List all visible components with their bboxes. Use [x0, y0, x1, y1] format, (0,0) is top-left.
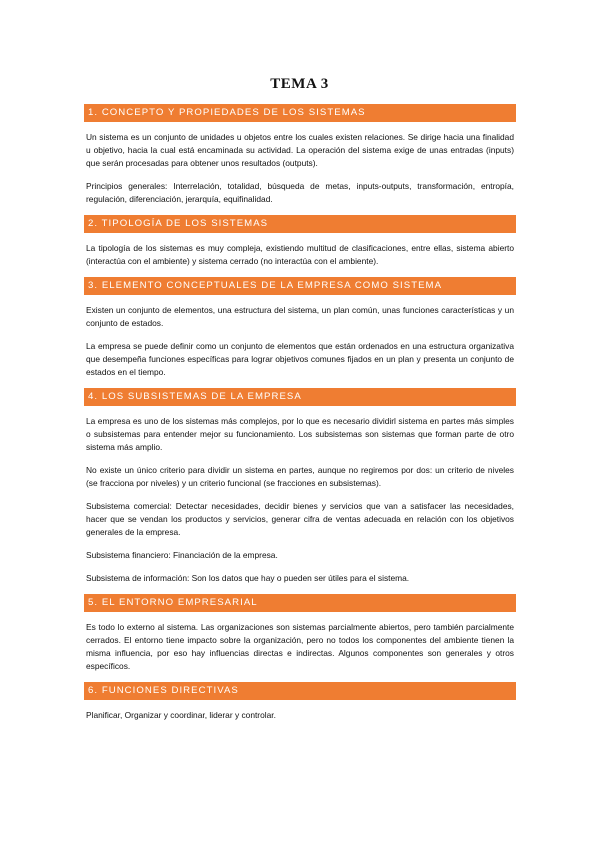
- paragraph-2-1: La tipología de los sistemas es muy compleja, existiendo multitud de clasificaciones, entre ellas, sistema abierto (interactúa con el ambiente) y sistema cerrado (no interactúa con el ambiente).: [86, 243, 514, 266]
- paragraph-4-3: Subsistema comercial: Detectar necesidades, decidir bienes y servicios que van a satisfacer las necesidades, hacer que se vendan los productos y servicios, generar cifra de ventas adecuada en relación con los objetivos generales de la empresa.: [86, 501, 514, 537]
- paragraph-1-1: Un sistema es un conjunto de unidades u objetos entre los cuales existen relaciones. Se dirige hacia una finalidad u objetivo, hacia la cual está encaminada su actividad. La operación del sistema exige de unas entradas (inputs) que serán procesadas para obtener unos resultados (outputs).: [86, 132, 514, 168]
- paragraph-6-1: Planificar, Organizar y coordinar, liderar y controlar.: [86, 710, 276, 720]
- section-header-2: 2. TIPOLOGÍA DE LOS SISTEMAS: [84, 215, 516, 233]
- paragraph-3-2: La empresa se puede definir como un conjunto de elementos que están ordenados en una estructura organizativa que desempeña funciones específicas para lograr objetivos comunes fijados en un plan y presenta un conjunto de estados en el tiempo.: [86, 341, 514, 377]
- paragraph-4-1: La empresa es uno de los sistemas más complejos, por lo que es necesario dividirl sistema en partes más simples o subsistemas para entender mejor su funcionamiento. Los subsistemas son sistemas que forman parte de otro sistema más amplio.: [86, 416, 514, 452]
- paragraph-4-4: Subsistema financiero: Financiación de la empresa.: [86, 550, 278, 560]
- paragraph-4-2: No existe un único criterio para dividir un sistema en partes, aunque no regiremos por dos: un criterio de niveles (se fracciona por niveles) y un criterio funcional (se fracciones en subsistemas).: [86, 465, 514, 488]
- section-header-5: 5. EL ENTORNO EMPRESARIAL: [84, 594, 516, 612]
- section-header-6: 6. FUNCIONES DIRECTIVAS: [84, 682, 516, 700]
- section-header-1: 1. CONCEPTO Y PROPIEDADES DE LOS SISTEMAS: [84, 104, 516, 122]
- section-header-3: 3. ELEMENTO CONCEPTUALES DE LA EMPRESA COMO SISTEMA: [84, 277, 516, 295]
- paragraph-1-2: Principios generales: Interrelación, totalidad, búsqueda de metas, inputs-outputs, transformación, entropía, regulación, diferenciación, jerarquía, equifinalidad.: [86, 181, 514, 204]
- document-body: [84, 104, 516, 722]
- page-title: TEMA 3: [270, 76, 329, 92]
- paragraph-4-5: Subsistema de información: Son los datos que hay o pueden ser útiles para el sistema.: [86, 573, 410, 583]
- paragraph-5-1: Es todo lo externo al sistema. Las organizaciones son sistemas parcialmente abiertos, pero también parcialmente cerrados. El entorno tiene impacto sobre la organización, pero no todos los componentes del ambiente tienen la misma influencia, por eso hay influencias directas e indirectas. Algunos componentes son generales y otros específicos.: [86, 622, 514, 671]
- paragraph-3-1: Existen un conjunto de elementos, una estructura del sistema, un plan común, unas funciones características y un conjunto de estados.: [86, 305, 514, 328]
- section-header-4: 4. LOS SUBSISTEMAS DE LA EMPRESA: [84, 388, 516, 406]
